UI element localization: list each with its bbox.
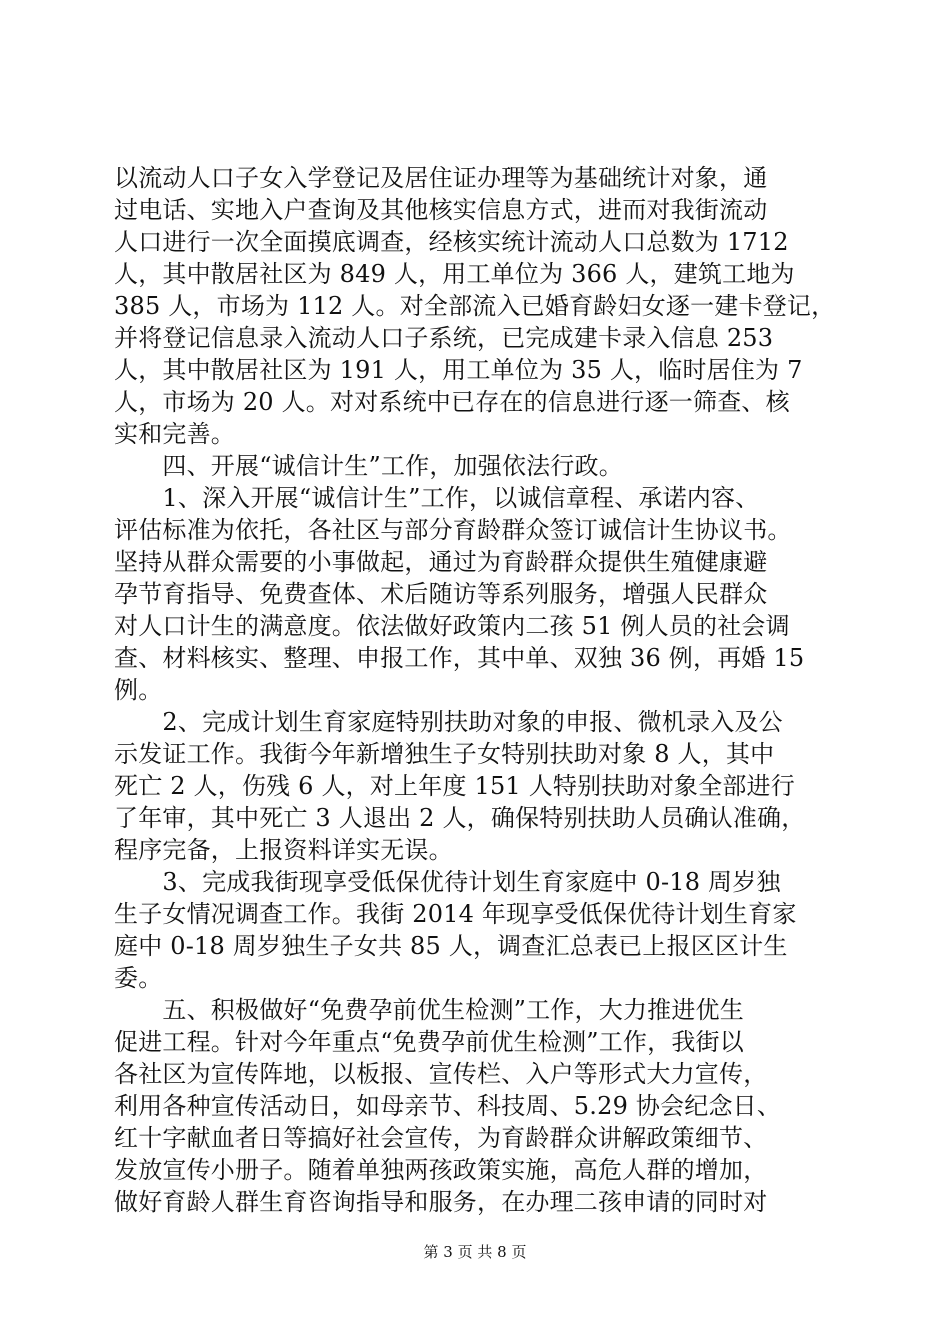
- text-line: 过电话、实地入户查询及其他核实信息方式，进而对我街流动: [114, 196, 768, 224]
- text-line: 并将登记信息录入流动人口子系统，已完成建卡录入信息 253: [114, 324, 774, 352]
- text-line: 死亡 2 人，伤残 6 人，对上年度 151 人特别扶助对象全部进行: [114, 772, 795, 800]
- text-line: 评估标准为依托，各社区与部分育龄群众签订诚信计生协议书。: [114, 516, 792, 544]
- text-line: 庭中 0-18 周岁独生子女共 85 人，调查汇总表已上报区区计生: [114, 932, 788, 960]
- text-line: 人，市场为 20 人。对对系统中已存在的信息进行逐一筛查、核: [114, 388, 790, 416]
- text-line: 3、完成我街现享受低保优待计划生育家庭中 0-18 周岁独: [114, 868, 781, 896]
- text-line: 了年审，其中死亡 3 人退出 2 人，确保特别扶助人员确认准确，: [114, 804, 806, 832]
- text-line: 促进工程。针对今年重点“免费孕前优生检测”工作，我街以: [114, 1028, 744, 1056]
- text-line: 以流动人口子女入学登记及居住证办理等为基础统计对象，通: [114, 164, 768, 192]
- page-number: 第 3 页 共 8 页: [423, 1243, 527, 1261]
- text-line: 对人口计生的满意度。依法做好政策内二孩 51 例人员的社会调: [114, 612, 790, 640]
- text-line: 孕节育指导、免费查体、术后随访等系列服务，增强人民群众: [114, 580, 768, 608]
- text-line: 红十字献血者日等搞好社会宣传，为育龄群众讲解政策细节、: [114, 1124, 768, 1152]
- text-line: 发放宣传小册子。随着单独两孩政策实施，高危人群的增加，: [114, 1156, 768, 1184]
- section-heading: 五、积极做好“免费孕前优生检测”工作，大力推进优生: [114, 996, 744, 1024]
- text-line: 坚持从群众需要的小事做起，通过为育龄群众提供生殖健康避: [114, 548, 768, 576]
- text-line: 385 人，市场为 112 人。对全部流入已婚育龄妇女逐一建卡登记，: [114, 292, 836, 320]
- text-line: 各社区为宣传阵地，以板报、宣传栏、入户等形式大力宣传，: [114, 1060, 768, 1088]
- text-line: 利用各种宣传活动日，如母亲节、科技周、5.29 协会纪念日、: [114, 1092, 782, 1120]
- text-line: 示发证工作。我街今年新增独生子女特别扶助对象 8 人，其中: [114, 740, 775, 768]
- text-line: 人，其中散居社区为 849 人，用工单位为 366 人，建筑工地为: [114, 260, 795, 288]
- text-line: 例。: [114, 676, 163, 704]
- section-heading: 四、开展“诚信计生”工作，加强依法行政。: [114, 452, 623, 480]
- text-line: 查、材料核实、整理、申报工作，其中单、双独 36 例，再婚 15: [114, 644, 805, 672]
- body-text: [114, 162, 844, 1218]
- text-line: 实和完善。: [114, 420, 235, 448]
- text-line: 1、深入开展“诚信计生”工作，以诚信章程、承诺内容、: [114, 484, 760, 512]
- text-line: 生子女情况调查工作。我街 2014 年现享受低保优待计划生育家: [114, 900, 797, 928]
- text-line: 2、完成计划生育家庭特别扶助对象的申报、微机录入及公: [114, 708, 783, 736]
- text-line: 程序完备，上报资料详实无误。: [114, 836, 453, 864]
- text-line: 人，其中散居社区为 191 人，用工单位为 35 人，临时居住为 7: [114, 356, 803, 384]
- text-line: 做好育龄人群生育咨询指导和服务，在办理二孩申请的同时对: [114, 1188, 768, 1216]
- page-footer: [0, 1242, 950, 1262]
- text-line: 人口进行一次全面摸底调查，经核实统计流动人口总数为 1712: [114, 228, 789, 256]
- text-line: 委。: [114, 964, 163, 992]
